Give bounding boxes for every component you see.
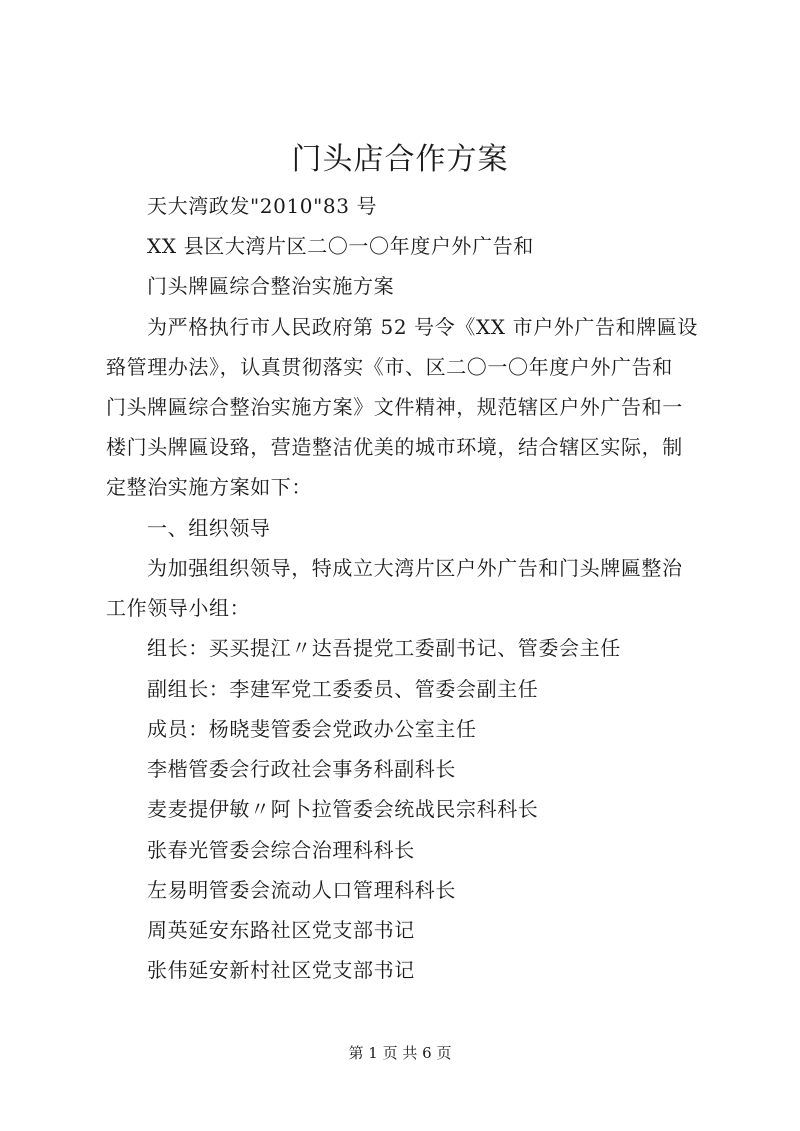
doc-number-line: 天大湾政发"2010"83 号: [147, 194, 378, 218]
paragraph-line: 定整治实施方案如下：: [106, 475, 312, 499]
list-item: 张伟延安新村社区党支部书记: [147, 958, 415, 982]
list-item: 成员：杨晓斐管委会党政办公室主任: [147, 717, 477, 741]
subtitle-line-1: XX 县区大湾片区二〇一〇年度户外广告和: [147, 234, 534, 258]
subtitle-line-2: 门头牌匾综合整治实施方案: [147, 274, 395, 298]
list-item: 张春光管委会综合治理科科长: [147, 838, 415, 862]
paragraph-line: 门头牌匾综合整治实施方案》文件精神，规范辖区户外广告和一: [106, 395, 683, 419]
section-heading: 一、组织领导: [147, 516, 271, 540]
document-title: 门头店合作方案: [291, 142, 509, 177]
paragraph-line: 为严格执行市人民政府第 52 号令《XX 市户外广告和牌匾设: [147, 315, 698, 339]
list-item: 周英延安东路社区党支部书记: [147, 918, 415, 942]
paragraph-line: 工作领导小组：: [106, 596, 251, 620]
page-footer: 第 1 页 共 6 页: [348, 1044, 452, 1062]
list-item: 李楷管委会行政社会事务科副科长: [147, 757, 456, 781]
list-item: 组长：买买提江〃达吾提党工委副书记、管委会主任: [147, 636, 621, 660]
list-item: 左易明管委会流动人口管理科科长: [147, 878, 456, 902]
paragraph-line: 臵管理办法》，认真贯彻落实《市、区二〇一〇年度户外广告和: [106, 355, 673, 379]
paragraph-line: 楼门头牌匾设臵，营造整洁优美的城市环境，结合辖区实际，制: [106, 435, 683, 459]
paragraph-line: 为加强组织领导，特成立大湾片区户外广告和门头牌匾整治: [147, 556, 683, 580]
list-item: 麦麦提伊敏〃阿卜拉管委会统战民宗科科长: [147, 797, 539, 821]
list-item: 副组长：李建军党工委委员、管委会副主任: [147, 677, 539, 701]
